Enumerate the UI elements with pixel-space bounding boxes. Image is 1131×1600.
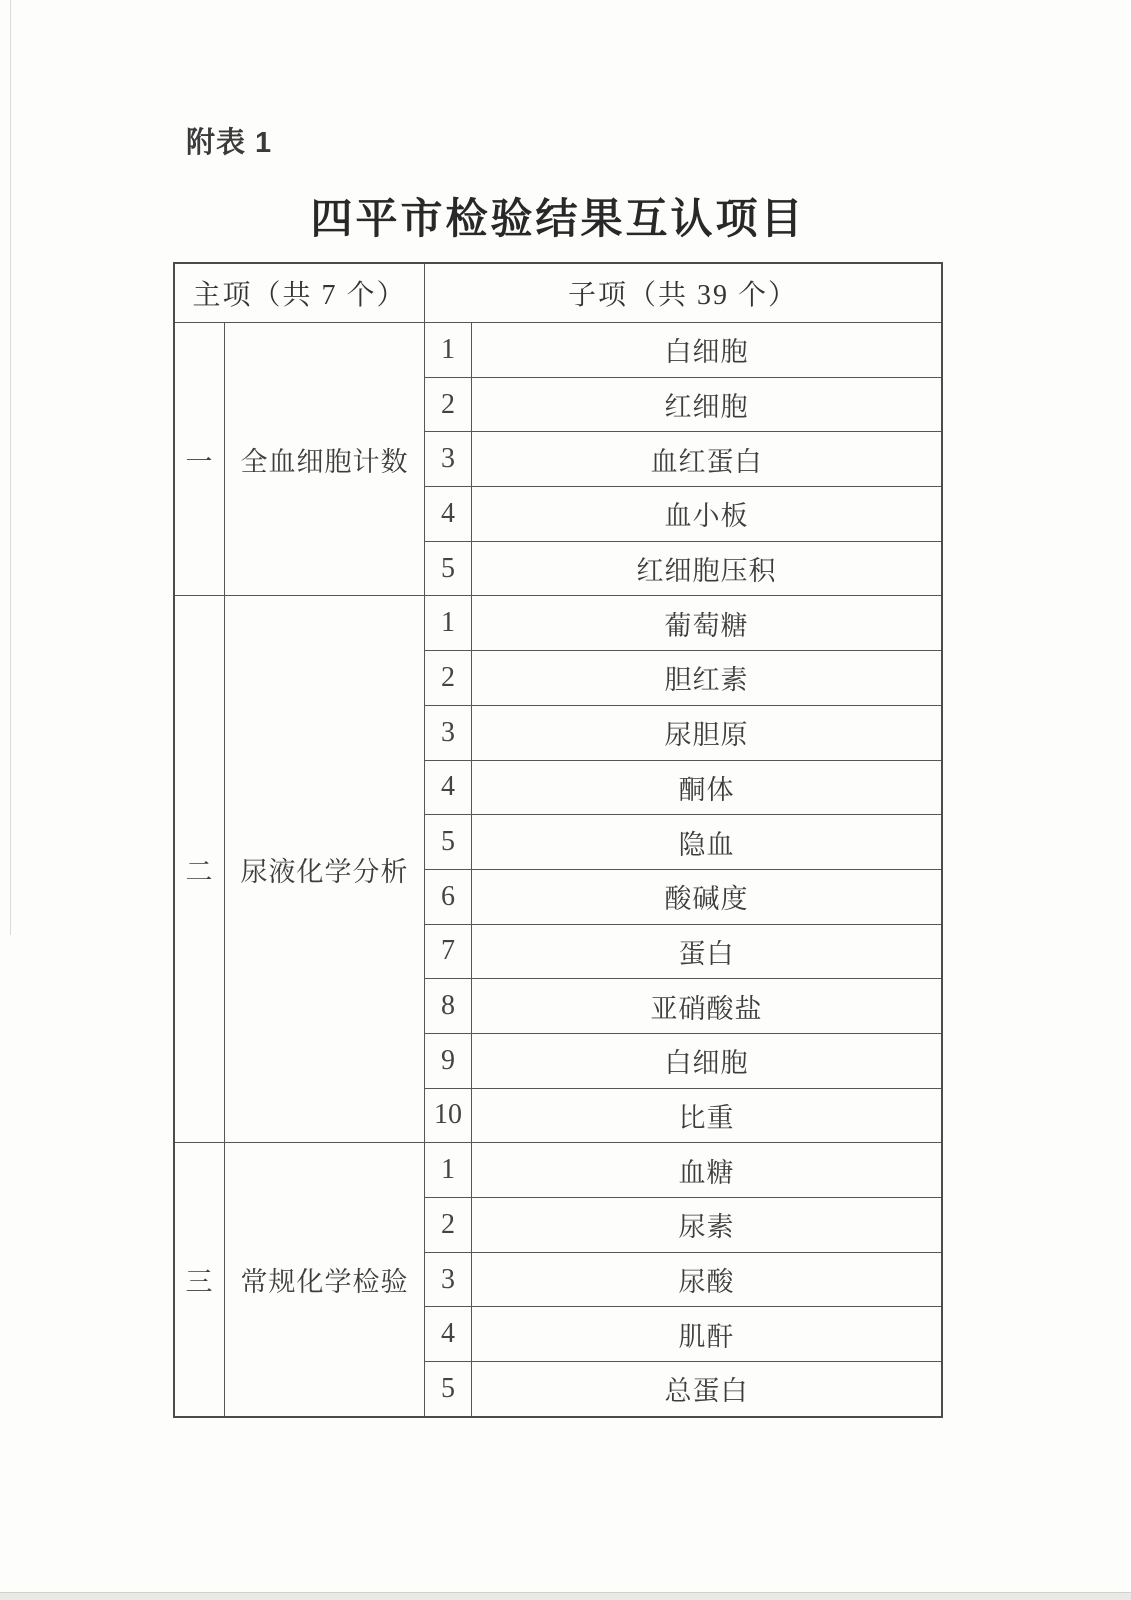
section-name: 全血细胞计数: [224, 322, 424, 595]
item-label: 比重: [471, 1088, 941, 1143]
item-label: 血糖: [471, 1142, 941, 1197]
item-number: 5: [424, 1361, 471, 1416]
item-label: 白细胞: [471, 322, 941, 377]
item-label: 血小板: [471, 486, 941, 541]
document-title: 四平市检验结果互认项目: [310, 195, 806, 242]
table-header-sub: 子项（共 39 个）: [424, 264, 941, 322]
item-label: 血红蛋白: [471, 431, 941, 486]
item-number: 10: [424, 1088, 471, 1143]
item-label: 红细胞: [471, 377, 941, 432]
item-number: 5: [424, 541, 471, 596]
section-name: 尿液化学分析: [224, 595, 424, 1142]
section-index: 三: [175, 1142, 224, 1415]
item-label: 尿胆原: [471, 705, 941, 760]
item-label: 隐血: [471, 814, 941, 869]
item-label: 尿素: [471, 1197, 941, 1252]
section-index: 一: [175, 322, 224, 595]
item-number: 2: [424, 377, 471, 432]
scan-left-edge-line: [10, 0, 11, 935]
item-number: 2: [424, 650, 471, 705]
section-index: 二: [175, 595, 224, 1142]
item-label: 亚硝酸盐: [471, 978, 941, 1033]
item-number: 7: [424, 924, 471, 979]
item-number: 5: [424, 814, 471, 869]
item-number: 3: [424, 431, 471, 486]
item-label: 胆红素: [471, 650, 941, 705]
results-table: [173, 262, 943, 1418]
item-number: 1: [424, 595, 471, 650]
item-number: 3: [424, 705, 471, 760]
item-number: 4: [424, 486, 471, 541]
item-number: 9: [424, 1033, 471, 1088]
item-number: 1: [424, 322, 471, 377]
item-label: 总蛋白: [471, 1361, 941, 1416]
item-label: 酮体: [471, 760, 941, 815]
item-number: 4: [424, 760, 471, 815]
item-number: 4: [424, 1306, 471, 1361]
item-label: 蛋白: [471, 924, 941, 979]
item-label: 酸碱度: [471, 869, 941, 924]
item-label: 白细胞: [471, 1033, 941, 1088]
item-number: 3: [424, 1252, 471, 1307]
page-annotation: 附表 1: [186, 127, 273, 159]
item-number: 1: [424, 1142, 471, 1197]
scan-bottom-edge: [0, 1592, 1131, 1600]
item-number: 6: [424, 869, 471, 924]
section-name: 常规化学检验: [224, 1142, 424, 1415]
item-number: 2: [424, 1197, 471, 1252]
item-number: 8: [424, 978, 471, 1033]
item-label: 葡萄糖: [471, 595, 941, 650]
item-label: 肌酐: [471, 1306, 941, 1361]
table-header-main: 主项（共 7 个）: [192, 280, 407, 311]
item-label: 红细胞压积: [471, 541, 941, 596]
item-label: 尿酸: [471, 1252, 941, 1307]
